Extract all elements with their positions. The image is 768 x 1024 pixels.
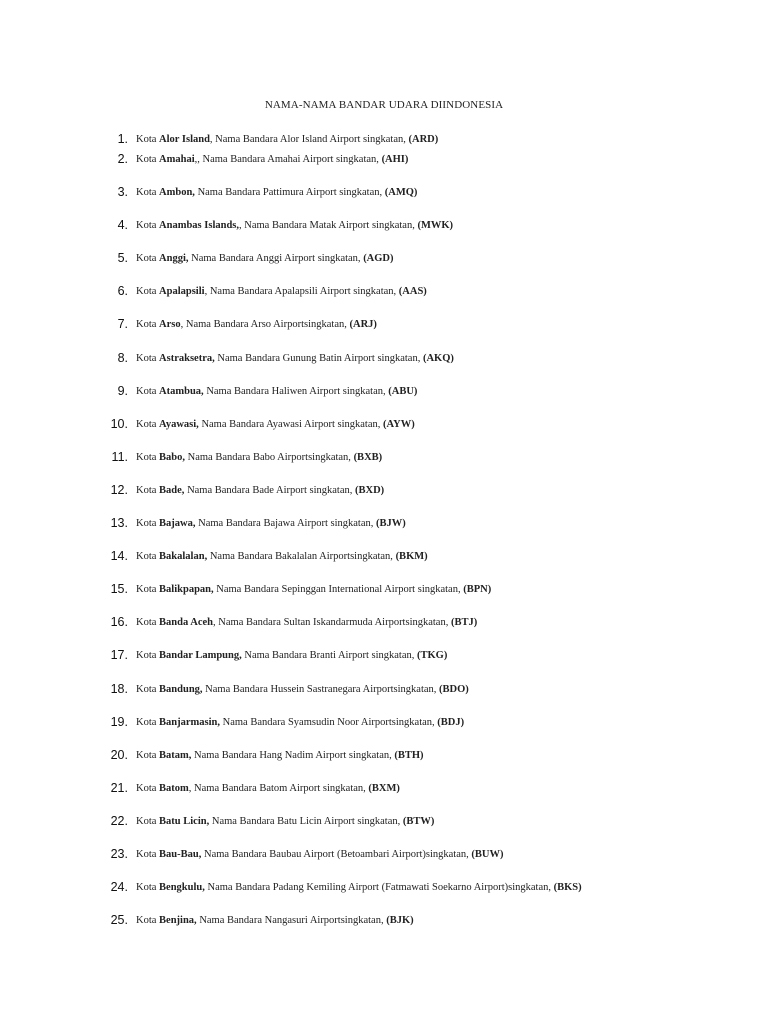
- list-item: [0, 879, 768, 895]
- airport-description: Nama Bandara Bade Airport singkatan,: [184, 484, 356, 496]
- list-item-text: [136, 450, 382, 465]
- airport-description: , Nama Bandara Sultan Iskandarmuda Airportsingkatan,: [213, 617, 451, 629]
- airport-code: (BPN): [463, 584, 492, 596]
- list-item-text: [136, 880, 582, 895]
- airport-code: (AMQ): [384, 187, 418, 198]
- airport-code: (BJK): [386, 915, 414, 927]
- city-name: Bajawa,: [159, 518, 196, 529]
- list-item-number: 14.: [110, 549, 128, 564]
- list-item-number: 6.: [117, 284, 128, 299]
- list-item: [0, 614, 768, 630]
- airport-code: (BDJ): [437, 716, 465, 728]
- city-prefix: Kota: [136, 716, 160, 728]
- airport-code: (BXD): [355, 484, 385, 496]
- list-item-text: [136, 417, 415, 432]
- list-item: [0, 747, 768, 763]
- list-item-text: [136, 384, 417, 399]
- list-item: [0, 912, 768, 928]
- list-item-text: [136, 847, 503, 862]
- list-item: [0, 383, 768, 399]
- list-item: [0, 151, 768, 167]
- city-prefix: Kota: [136, 154, 160, 165]
- airport-description: Nama Bandara Batu Licin Airport singkatan,: [209, 815, 403, 827]
- airport-code: (BTH): [394, 749, 424, 761]
- city-prefix: Kota: [136, 882, 160, 894]
- airport-description: , Nama Bandara Arso Airportsingkatan,: [180, 319, 350, 331]
- city-prefix: Kota: [136, 220, 160, 232]
- list-item-text: [136, 648, 447, 663]
- list-item-number: 23.: [110, 847, 128, 861]
- city-prefix: Kota: [136, 683, 160, 695]
- page-title: NAMA-NAMA BANDAR UDARA DIINDONESIA: [264, 99, 504, 111]
- list-item: [0, 449, 768, 465]
- list-item-text: [136, 549, 428, 564]
- list-item-number: 12.: [110, 482, 128, 497]
- city-prefix: Kota: [136, 352, 160, 364]
- list-item: [0, 714, 768, 730]
- city-prefix: Kota: [136, 518, 160, 529]
- airport-description: Nama Bandara Hussein Sastranegara Airportsingkatan,: [202, 683, 440, 695]
- airport-code: (AGD): [363, 253, 394, 265]
- city-name: Anggi,: [159, 253, 189, 265]
- airport-description: , Nama Bandara Alor Island Airport singkatan,: [209, 134, 409, 145]
- city-prefix: Kota: [136, 451, 160, 463]
- airport-code: (BXB): [353, 451, 383, 463]
- city-name: Babo,: [159, 451, 186, 463]
- list-item: [0, 482, 768, 498]
- city-name: Batu Licin,: [159, 815, 210, 827]
- list-item-number: 3.: [117, 185, 128, 199]
- city-name: Batam,: [159, 749, 192, 761]
- list-item-number: 16.: [110, 615, 128, 630]
- list-item-number: 8.: [117, 350, 128, 365]
- list-item: [0, 681, 768, 697]
- list-item-number: 9.: [117, 383, 128, 398]
- city-prefix: Kota: [136, 385, 160, 397]
- city-prefix: Kota: [136, 617, 160, 629]
- list-item: [0, 316, 768, 332]
- city-name: Banjarmasin,: [159, 716, 221, 728]
- list-item-text: [136, 615, 477, 630]
- list-item-number: 22.: [110, 813, 128, 828]
- airport-description: Nama Bandara Hang Nadim Airport singkatan,: [191, 749, 395, 761]
- list-item: [0, 416, 768, 432]
- list-item: [0, 283, 768, 299]
- city-prefix: Kota: [136, 815, 160, 827]
- list-item: [0, 131, 768, 147]
- list-item-number: 24.: [110, 880, 128, 895]
- list-item-text: [136, 317, 377, 332]
- airport-code: (BKS): [553, 882, 582, 894]
- city-name: Benjina,: [159, 915, 197, 927]
- list-item-text: [136, 284, 427, 299]
- list-item-text: [136, 483, 384, 498]
- airport-description: , Nama Bandara Matak Airport singkatan,: [239, 220, 418, 232]
- airport-code: (BTW): [402, 815, 435, 827]
- airport-code: (AHI): [381, 154, 409, 165]
- airport-code: (TKG): [416, 650, 448, 662]
- list-item-number: 2.: [117, 152, 128, 166]
- list-item-text: [136, 814, 434, 829]
- airport-description: Nama Bandara Babo Airportsingkatan,: [185, 451, 354, 463]
- list-item: [0, 780, 768, 796]
- list-item-number: 21.: [110, 780, 128, 795]
- airport-description: Nama Bandara Bakalalan Airportsingkatan,: [207, 551, 396, 563]
- airport-description: Nama Bandara Bajawa Airport singkatan,: [195, 518, 376, 529]
- list-item-text: [136, 218, 453, 233]
- city-prefix: Kota: [136, 915, 160, 927]
- city-name: Astraksetra,: [159, 352, 215, 364]
- city-name: Amahai: [159, 154, 195, 165]
- city-prefix: Kota: [136, 187, 160, 198]
- airport-code: (MWK): [417, 220, 454, 232]
- list-item-text: [136, 781, 400, 796]
- city-prefix: Kota: [136, 253, 160, 265]
- list-item-number: 20.: [110, 747, 128, 762]
- city-name: Bakalalan,: [159, 551, 208, 563]
- city-name: Bengkulu,: [159, 882, 205, 894]
- city-name: Banda Aceh: [159, 617, 214, 629]
- airport-description: , Nama Bandara Apalapsili Airport singkatan,: [204, 286, 399, 298]
- city-name: Balikpapan,: [159, 584, 214, 596]
- city-name: Alor Island: [159, 134, 210, 145]
- city-prefix: Kota: [136, 484, 160, 496]
- list-item-text: [136, 913, 414, 928]
- airport-description: Nama Bandara Haliwen Airport singkatan,: [203, 385, 389, 397]
- city-prefix: Kota: [136, 286, 160, 298]
- list-item-number: 15.: [110, 582, 128, 597]
- city-name: Bau-Bau,: [159, 849, 202, 860]
- airport-description: ,, Nama Bandara Amahai Airport singkatan,: [194, 154, 382, 165]
- city-name: Apalapsili: [159, 286, 205, 298]
- list-item-number: 25.: [110, 913, 128, 928]
- list-item: [0, 350, 768, 366]
- list-item-number: 18.: [110, 681, 128, 696]
- list-item-number: 19.: [110, 714, 128, 729]
- city-name: Ayawasi,: [159, 418, 199, 430]
- airport-description: Nama Bandara Pattimura Airport singkatan,: [194, 187, 385, 198]
- airport-code: (BKM): [395, 551, 428, 563]
- list-item-number: 1.: [117, 132, 128, 146]
- city-prefix: Kota: [136, 849, 160, 860]
- list-item-text: [136, 682, 469, 697]
- city-name: Arso: [159, 319, 181, 331]
- airport-code: (AYW): [383, 418, 415, 430]
- city-prefix: Kota: [136, 418, 160, 430]
- list-item-text: [136, 582, 491, 597]
- city-name: Atambua,: [159, 385, 204, 397]
- airport-code: (BTJ): [450, 617, 478, 629]
- airport-description: Nama Bandara Sepinggan International Airport singkatan,: [213, 584, 464, 596]
- airport-description: Nama Bandara Nangasuri Airportsingkatan,: [196, 915, 387, 927]
- airport-code: (BJW): [376, 518, 406, 529]
- airport-description: Nama Bandara Syamsudin Noor Airportsingkatan,: [220, 716, 438, 728]
- list-item: [0, 647, 768, 663]
- list-item-text: [136, 185, 417, 200]
- airport-description: Nama Bandara Ayawasi Airport singkatan,: [198, 418, 384, 430]
- city-prefix: Kota: [136, 134, 160, 145]
- city-name: Bade,: [159, 484, 185, 496]
- list-item-text: [136, 715, 464, 730]
- city-prefix: Kota: [136, 782, 160, 794]
- airport-description: Nama Bandara Branti Airport singkatan,: [241, 650, 417, 662]
- list-item: [0, 548, 768, 564]
- list-item: [0, 515, 768, 531]
- list-item: [0, 250, 768, 266]
- list-item-text: [136, 516, 406, 531]
- list-item-text: [136, 351, 454, 366]
- airport-description: Nama Bandara Anggi Airport singkatan,: [188, 253, 364, 265]
- city-prefix: Kota: [136, 749, 160, 761]
- city-prefix: Kota: [136, 650, 160, 662]
- list-item: [0, 581, 768, 597]
- airport-description: , Nama Bandara Batom Airport singkatan,: [188, 782, 369, 794]
- list-item-number: 7.: [117, 317, 128, 332]
- list-item-number: 5.: [117, 251, 128, 266]
- list-item-number: 10.: [110, 416, 128, 431]
- list-item: [0, 813, 768, 829]
- airport-code: (ABU): [388, 385, 418, 397]
- list-item-text: [136, 132, 438, 147]
- list-item: [0, 184, 768, 200]
- city-name: Bandar Lampung,: [159, 650, 242, 662]
- airport-code: (BXM): [368, 782, 400, 794]
- list-item-text: [136, 748, 424, 763]
- airport-description: Nama Bandara Baubau Airport (Betoambari Airport)singkatan,: [201, 849, 472, 860]
- airport-code: (BDO): [439, 683, 469, 695]
- city-prefix: Kota: [136, 584, 160, 596]
- list-item-number: 17.: [110, 648, 128, 663]
- airport-description: Nama Bandara Padang Kemiling Airport (Fatmawati Soekarno Airport)singkatan,: [204, 882, 554, 894]
- airport-description: Nama Bandara Gunung Batin Airport singkatan,: [214, 352, 423, 364]
- city-name: Ambon,: [159, 187, 195, 198]
- list-item-text: [136, 251, 394, 266]
- airport-code: (ARD): [408, 134, 439, 145]
- airport-code: (AAS): [398, 286, 427, 298]
- city-name: Bandung,: [159, 683, 203, 695]
- airport-code: (BUW): [471, 849, 504, 860]
- list-item-number: 4.: [117, 218, 128, 233]
- city-prefix: Kota: [136, 551, 160, 563]
- list-item: [0, 846, 768, 862]
- city-name: Anambas Islands,: [159, 220, 239, 232]
- list-item-number: 11.: [111, 449, 128, 464]
- airport-code: (ARJ): [349, 319, 377, 331]
- list-item-number: 13.: [110, 516, 128, 530]
- airport-code: (AKQ): [422, 352, 454, 364]
- list-item-text: [136, 152, 408, 167]
- city-name: Batom: [159, 782, 189, 794]
- city-prefix: Kota: [136, 319, 160, 331]
- list-item: [0, 217, 768, 233]
